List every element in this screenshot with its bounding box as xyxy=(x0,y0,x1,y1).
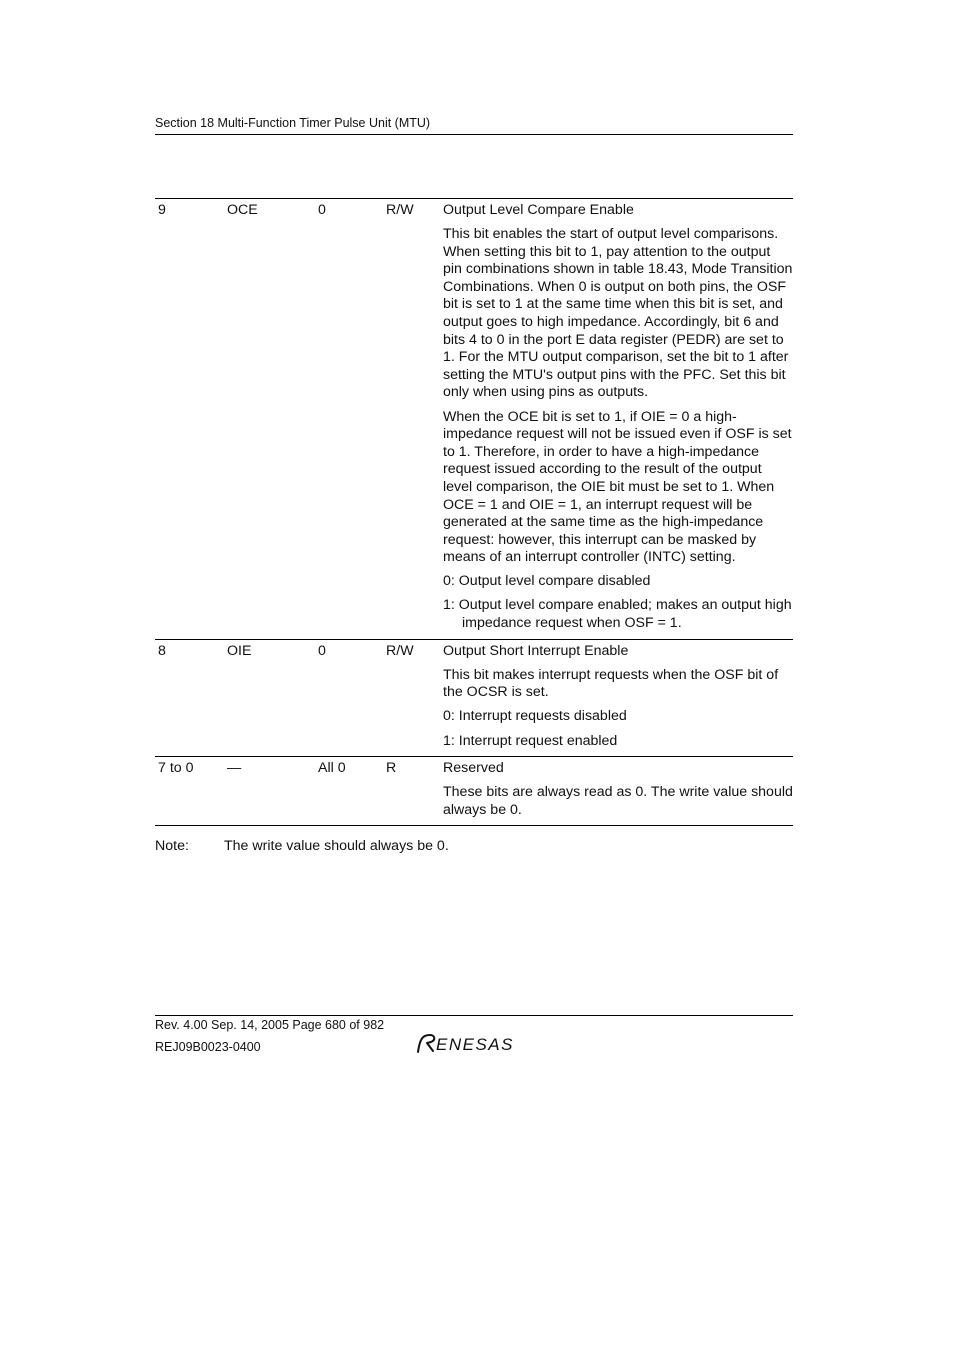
bit-name-cell: OCE xyxy=(227,202,258,218)
footer-revision: Rev. 4.00 Sep. 14, 2005 Page 680 of 982 xyxy=(155,1018,385,1032)
svg-text:ENESAS: ENESAS xyxy=(436,1035,514,1054)
note-text: The write value should always be 0. xyxy=(224,838,449,854)
description-title: Output Short Interrupt Enable xyxy=(443,642,629,659)
bit-cell: 9 xyxy=(158,202,166,218)
bit-name-cell: OIE xyxy=(227,642,252,659)
footer-document-number: REJ09B0023-0400 xyxy=(155,1040,261,1054)
description-cell xyxy=(443,640,793,756)
description-title: Reserved xyxy=(443,760,504,777)
description-paragraph: These bits are always read as 0. The write value should always be 0. xyxy=(443,784,793,818)
running-header: Section 18 Multi-Function Timer Pulse Unit (MTU) xyxy=(155,116,431,130)
description-cell xyxy=(443,199,793,639)
setting-value-0: 0: Output level compare disabled xyxy=(443,573,651,590)
table-row-oce xyxy=(155,199,793,639)
renesas-logo xyxy=(414,1032,534,1059)
bit-cell: 7 to 0 xyxy=(158,760,194,777)
note-label: Note: xyxy=(155,838,189,854)
rw-cell: R xyxy=(386,760,397,777)
rw-cell: R/W xyxy=(386,202,414,218)
initial-value-cell: All 0 xyxy=(318,760,346,777)
initial-value-cell: 0 xyxy=(318,202,326,218)
bit-cell: 8 xyxy=(158,642,166,659)
header-rule xyxy=(155,134,793,135)
initial-value-cell: 0 xyxy=(318,642,326,659)
setting-value-0: 0: Interrupt requests disabled xyxy=(443,708,627,725)
bit-name-cell: — xyxy=(227,760,242,777)
table-row-oie xyxy=(155,639,793,756)
footer-rule xyxy=(155,1015,793,1016)
description-paragraph: When the OCE bit is set to 1, if OIE = 0 a high-impedance request will not be issued even if OSF is set to 1. Therefore, in order to have a high-impedance request issued according to the result of the output level comparison, the OIE bit must be set to 1. When OCE = 1 and OIE = 1, an interrupt request will be generated at the same time as the high-impedance request: however, this interrupt can be masked by means of an interrupt controller (INTC) setting. xyxy=(443,408,792,566)
register-bit-table xyxy=(155,198,793,826)
description-cell xyxy=(443,757,793,825)
description-title: Output Level Compare Enable xyxy=(443,202,634,218)
table-row-reserved xyxy=(155,756,793,825)
renesas-logo-mark xyxy=(414,1032,534,1054)
setting-value-1: 1: Interrupt request enabled xyxy=(443,732,618,749)
description-paragraph: This bit makes interrupt requests when the OSF bit of the OCSR is set. xyxy=(443,666,779,701)
rw-cell: R/W xyxy=(386,642,414,659)
description-paragraph: This bit enables the start of output level comparisons. When setting this bit to 1, pay attention to the output pin combinations shown in table 18.43, Mode Transition Combinations. When 0 is output on both pins, the OSF bit is set to 1 at the same time when this bit is set, and output goes to high impedance. Accordingly, bit 6 and bits 4 to 0 in the port E data register (PEDR) are set to 1. For the MTU output comparison, set the bit to 1 after setting the MTU's output pins with the PFC. Set this bit only when using pins as outputs. xyxy=(443,226,793,401)
setting-value-1: 1: Output level compare enabled; makes an output high impedance request when OSF = 1. xyxy=(443,597,792,632)
